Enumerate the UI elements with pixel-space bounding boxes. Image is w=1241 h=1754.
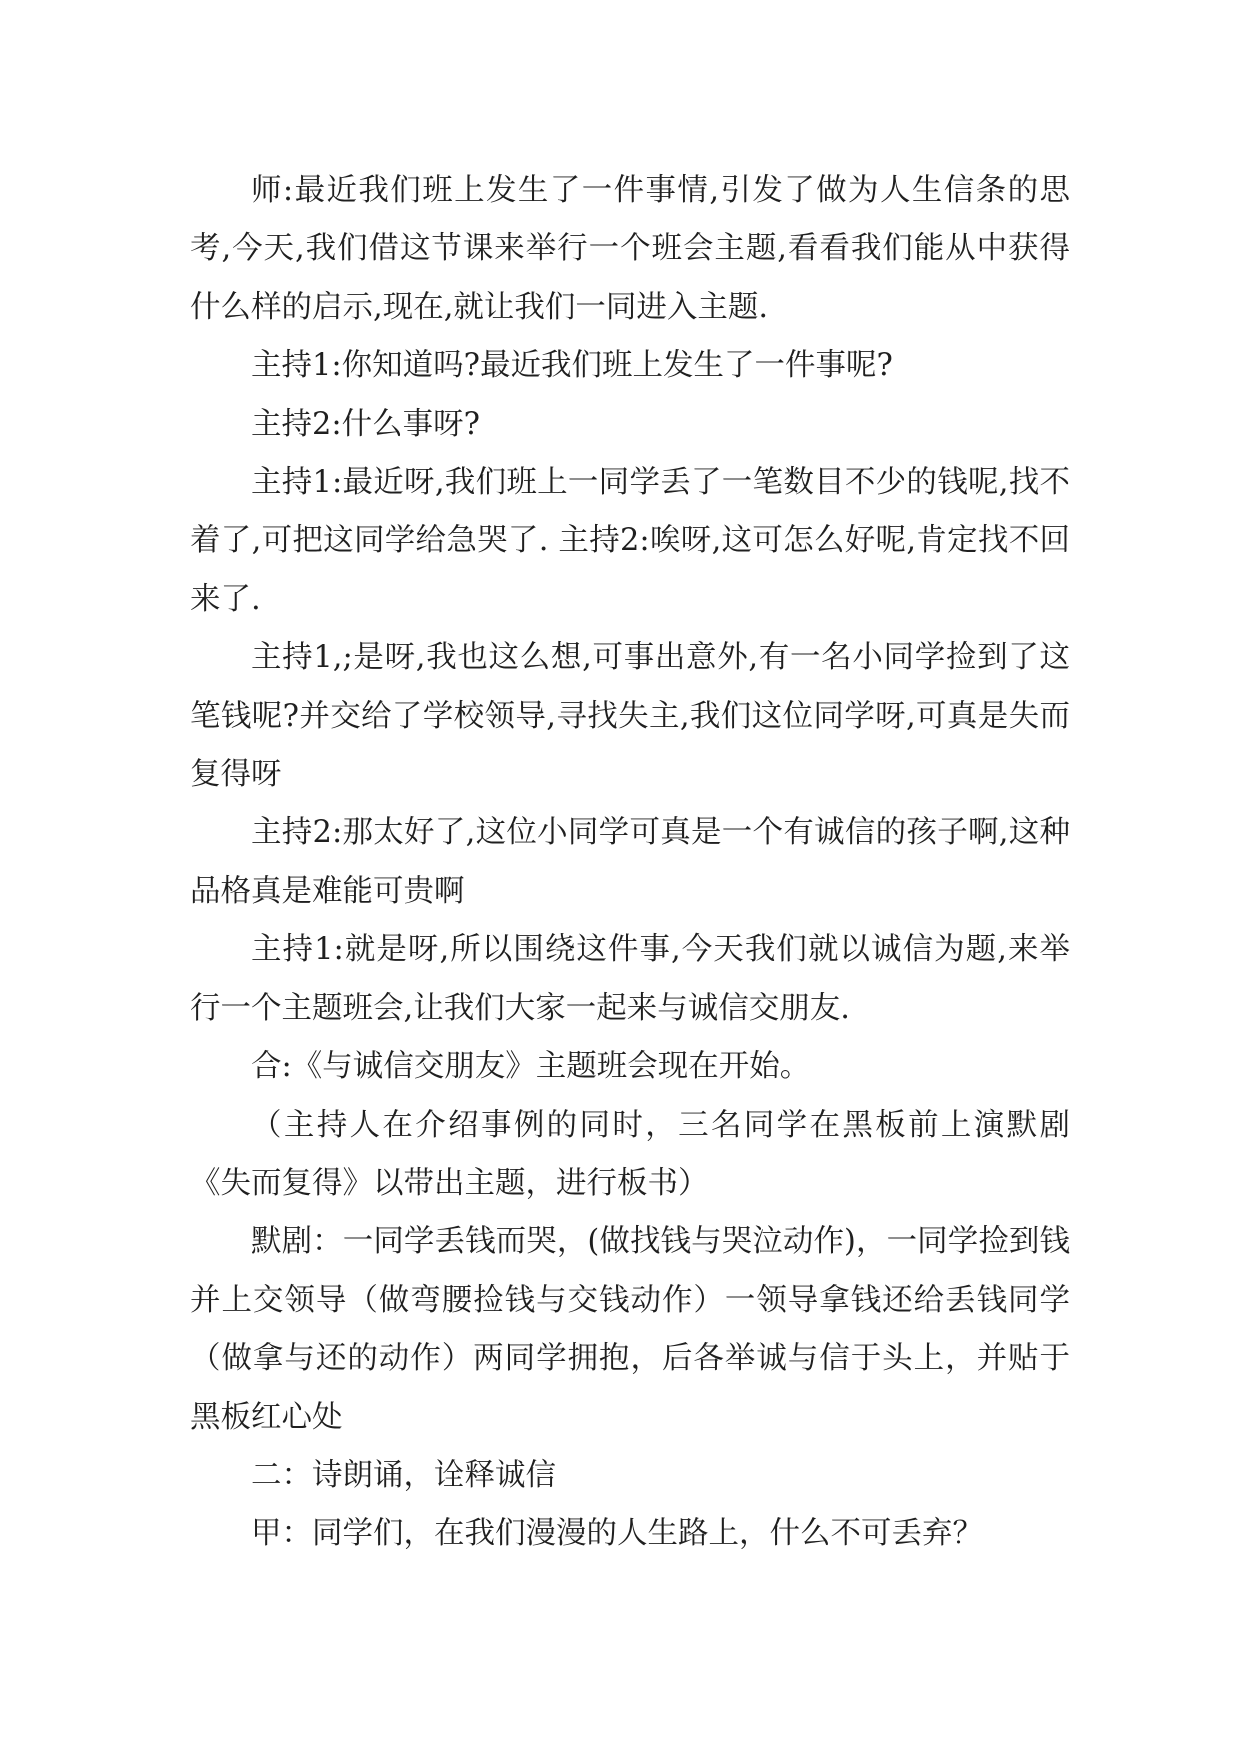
- paragraph-teacher-intro: 师:最近我们班上发生了一件事情,引发了做为人生信条的思考,今天,我们借这节课来举行一个班会主题,看看我们能从中获得什么样的启示,现在,就让我们一同进入主题.: [190, 173, 1070, 325]
- paragraph-host2-praise: 主持2:那太好了,这位小同学可真是一个有诚信的孩子啊,这种品格真是难能可贵啊: [190, 815, 1070, 909]
- paragraph-section-two: 二：诗朗诵，诠释诚信: [251, 1457, 556, 1493]
- document-body: [190, 162, 1070, 1564]
- paragraph-host1-found: 主持1,;是呀,我也这么想,可事出意外,有一名小同学捡到了这笔钱呢?并交给了学校领导,寻找失主,我们这位同学呀,可真是失而复得呀: [190, 640, 1070, 793]
- paragraph-host1-question: 主持1:你知道吗?最近我们班上发生了一件事呢?: [251, 348, 893, 384]
- paragraph-together-start: 合:《与诚信交朋友》主题班会现在开始。: [251, 1049, 811, 1085]
- paragraph-stage-note: （主持人在介绍事例的同时，三名同学在黑板前上演默剧《失而复得》以带出主题，进行板书）: [190, 1107, 1070, 1201]
- paragraph-host2-question: 主持2:什么事呀?: [251, 406, 481, 442]
- paragraph-host1-story: 主持1:最近呀,我们班上一同学丢了一笔数目不少的钱呢,找不着了,可把这同学给急哭了. 主持2:唉呀,这可怎么好呢,肯定找不回来了.: [190, 465, 1070, 617]
- paragraph-host1-theme: 主持1:就是呀,所以围绕这件事,今天我们就以诚信为题,来举行一个主题班会,让我们大家一起来与诚信交朋友.: [190, 932, 1070, 1026]
- paragraph-speaker-a: 甲：同学们，在我们漫漫的人生路上，什么不可丢弃？: [251, 1516, 983, 1552]
- paragraph-mime: 默剧：一同学丢钱而哭，(做找钱与哭泣动作)，一同学捡到钱并上交领导（做弯腰捡钱与交钱动作）一领导拿钱还给丢钱同学（做拿与还的动作）两同学拥抱，后各举诚与信于头上，并贴于黑板红心处: [190, 1224, 1070, 1435]
